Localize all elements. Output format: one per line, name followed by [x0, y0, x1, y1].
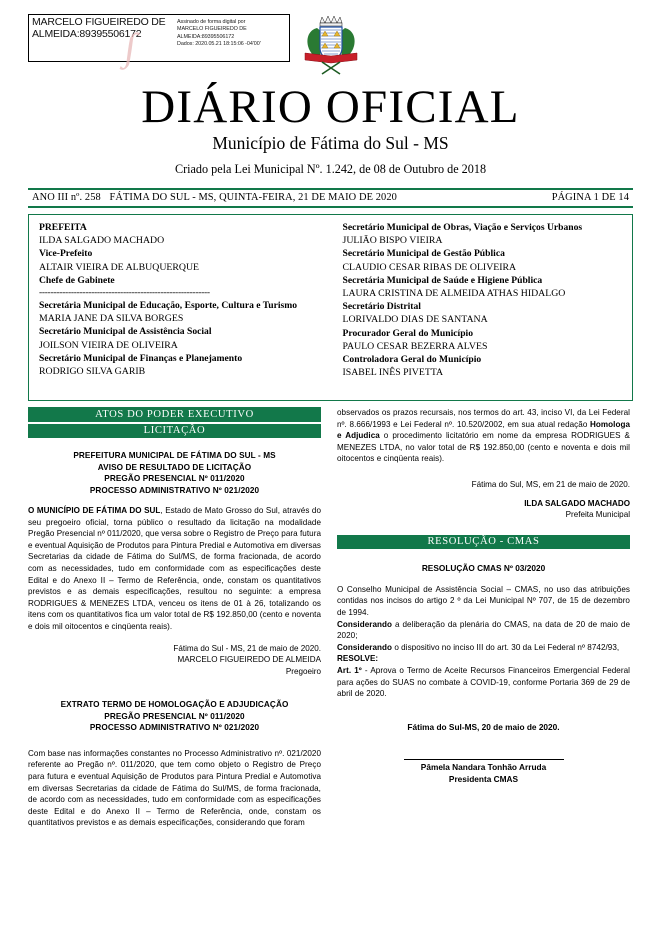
official-role: Secretária Municipal de Educação, Esporte, Cultura e Turismo: [39, 300, 298, 312]
signature-details: [174, 15, 289, 61]
column-left: [28, 407, 321, 829]
resolution-place-date: Fátima do Sul-MS, 20 de maio de 2020.: [407, 721, 560, 732]
edition-info-bar: [28, 188, 633, 208]
notice-body-aviso: [28, 505, 321, 633]
homologacao-signer-role: Prefeita Municipal: [565, 510, 630, 520]
extrato-heading-line-2: PREGÃO PRESENCIAL Nº 011/2020: [104, 711, 245, 721]
extrato-heading-line-1: EXTRATO TERMO DE HOMOLOGAÇÃO E ADJUDICAÇÃO: [60, 700, 289, 710]
article-1-label: Art. 1º: [337, 666, 362, 675]
officials-box: [28, 214, 633, 401]
notice-heading-line-2: AVISO DE RESULTADO DE LICITAÇÃO: [97, 462, 252, 472]
official-name: ALTAIR VIEIRA DE ALBUQUERQUE: [39, 261, 200, 273]
page-number: PÁGINA 1 DE 14: [551, 192, 629, 203]
considerando-1-label: Considerando: [337, 619, 393, 629]
notice-heading-line-3: PREGÃO PRESENCIAL Nº 011/2020: [104, 474, 245, 483]
official-name: JOILSON VIEIRA DE OLIVEIRA: [39, 339, 178, 351]
official-name: MARIA JANE DA SILVA BORGES: [39, 313, 184, 325]
considerando-2-label: Considerando: [337, 642, 393, 652]
signature-detail-line-1: Assinado de forma digital por: [177, 19, 246, 25]
notice-heading-extrato: [28, 699, 321, 734]
official-role: Secretário Distrital: [342, 301, 421, 313]
edition-city-date: FÁTIMA DO SUL - MS, QUINTA-FEIRA, 21 DE MAIO DE 2020: [109, 192, 397, 203]
resolution-title: RESOLUÇÃO CMAS Nº 03/2020: [421, 563, 546, 574]
continuation-paragraph: [337, 407, 630, 465]
signature-rule: [404, 759, 564, 760]
official-role: Controladora Geral do Município: [342, 354, 482, 366]
official-role: Secretária Municipal de Saúde e Higiene Pública: [342, 274, 543, 286]
official-name: RODRIGO SILVA GARIB: [39, 366, 146, 378]
extrato-heading-line-3: PROCESSO ADMINISTRATIVO Nº 021/2020: [89, 723, 260, 733]
officials-column-left: [29, 221, 331, 396]
signature-flourish-icon: ∫: [121, 23, 140, 70]
notice-heading-line-4: PROCESSO ADMINISTRATIVO Nº 021/2020: [89, 485, 260, 495]
official-role: Procurador Geral do Município: [342, 327, 473, 339]
official-name: PAULO CESAR BEZERRA ALVES: [342, 340, 488, 352]
digital-signature-stamp: [28, 14, 290, 70]
resolution-article-1: [337, 665, 630, 700]
notice-body-extrato: Com base nas informações constantes no Processo Administrativo nº. 021/2020 referente ao Pregão nº. 011/2020, que tem como objeto o Registro de Preço para futura e eventual Aquisição de Produtos para Pintura Predial e Automotiva em diversas Secretarias da cidade de Fátima do Sul/MS, de forma fracionada, de acordo com as necessidades, tudo em conformidade com as especificações deste Edital e do Anexo II – Termo de Referência, onde, constam os quantitativos previstos e as demais especificações, considerando que foram: [28, 748, 321, 828]
continuation-text-part-1: observados os prazos recursais, nos termos do art. 43, inciso VI, da Lei Federal nº. 8.666/1993 e Lei Federal nº. 10.520/2002, em sua atual redação: [337, 408, 630, 429]
signature-name: MARCELO FIGUEIREDO DE ALMEIDA:89395506172: [32, 16, 166, 40]
resolution-considerando-1: [337, 619, 630, 642]
official-name: LAURA CRISTINA DE ALMEIDA ATHAS HIDALGO: [342, 288, 566, 300]
notice-lead-phrase: O MUNICÍPIO DE FÁTIMA DO SUL: [28, 506, 161, 515]
considerando-1-text: a deliberação da plenária do CMAS, na data de 20 de maio de 2020;: [337, 619, 630, 641]
officials-separator: -----------------------------------------------------------: [39, 287, 210, 299]
notice-heading-aviso: [28, 450, 321, 496]
notice-signer-name: MARCELO FIGUEIREDO DE ALMEIDA: [177, 655, 321, 665]
content-columns: [28, 407, 633, 829]
resolution-intro: O Conselho Municipal de Assistência Social – CMAS, no uso das atribuições contidas nos incisos do artigo 2 º da Lei Municipal Nº 707, de 15 de dezembro de 1994.: [337, 584, 630, 618]
section-banner-atos-poder-executivo: ATOS DO PODER EXECUTIVO: [28, 407, 321, 422]
considerando-2-text: o dispositivo no inciso III do art. 30 da Lei Federal nº 8742/93,: [392, 642, 620, 652]
continuation-text-part-2: o procedimento licitatório em nome da empresa RODRIGUES & MENEZES LTDA, no valor total de R$ 192.850,00 (cento e noventa e dois mil oitocentos e cinqüenta reais).: [337, 431, 630, 464]
official-role: Secretário Municipal de Finanças e Planejamento: [39, 352, 243, 364]
signature-detail-line-4: Dados: 2020.05.21 18:15:06 -04'00': [177, 41, 261, 48]
column-right: [337, 407, 630, 829]
continuation-bold-phrase: Homologa e Adjudica: [337, 419, 630, 441]
homologacao-signer-name: ILDA SALGADO MACHADO: [524, 498, 630, 508]
section-banner-resolucao-cmas: RESOLUÇÃO - CMAS: [337, 535, 630, 550]
notice-signer-role: Pregoeiro: [285, 666, 321, 676]
official-name: CLAUDIO CESAR RIBAS DE OLIVEIRA: [342, 261, 517, 273]
official-name: LORIVALDO DIAS DE SANTANA: [342, 314, 488, 326]
resolution-signer-role: Presidenta CMAS: [448, 773, 519, 784]
masthead-law-reference: Criado pela Lei Municipal Nº. 1.242, de 08 de Outubro de 2018: [174, 162, 487, 176]
notice-place-date: Fátima do Sul - MS, 21 de maio de 2020.: [173, 643, 321, 653]
official-role: PREFEITA: [39, 222, 87, 233]
resolution-resolve-label: RESOLVE:: [337, 654, 379, 664]
edition-year-number: ANO III nº. 258: [32, 192, 101, 203]
official-role: Chefe de Gabinete: [39, 274, 115, 286]
official-role: Vice-Prefeito: [39, 248, 93, 260]
official-name: JULIÃO BISPO VIEIRA: [342, 235, 443, 247]
official-name: ILDA SALGADO MACHADO: [39, 235, 165, 247]
official-role: Secretário Municipal de Assistência Social: [39, 326, 212, 338]
resolution-considerando-2: [337, 642, 630, 654]
official-name: ISABEL INÊS PIVETTA: [342, 367, 444, 379]
official-role: Secretário Municipal de Obras, Viação e Serviços Urbanos: [342, 222, 583, 233]
masthead-subtitle: Município de Fátima do Sul - MS: [212, 133, 449, 153]
signature-detail-line-2: MARCELO FIGUEIREDO DE: [177, 26, 247, 33]
signature-detail-line-3: ALMEIDA:89395506172: [177, 33, 235, 40]
officials-column-right: [331, 221, 633, 396]
municipal-coat-of-arms-icon: [300, 12, 362, 78]
official-role: Secretário Municipal de Gestão Pública: [342, 248, 505, 260]
resolution-signer-name: Pâmela Nandara Tonhão Arruda: [420, 762, 547, 773]
article-1-text: - Aprova o Termo de Aceite Recursos Financeiros Emergencial Federal para ações do SUAS no combate à COVID-19, conforme Portaria 369 de 29 de abril de 2020.: [337, 666, 631, 699]
page-title: DIÁRIO OFICIAL: [141, 81, 520, 133]
notice-heading-line-1: PREFEITURA MUNICIPAL DE FÁTIMA DO SUL - MS: [73, 451, 276, 460]
notice-body-text: , Estado de Mato Grosso do Sul, através do seu pregoeiro oficial, torna público o resultado da licitação na modalidade Pregão Presencial nº 011/2020, que versa sobre o Registro de Preço para futura e eventual Aquisição de Produtos para Pintura Predial e Automotiva em diversas Secretarias da cidade de Fátima do Sul/MS, de forma fracionada, de acordo com as necessidades, tudo em conformidade com as especificações deste Edital e do Anexo II – Termo de Referência, onde, constam os quantitativos previstos e as demais especificações, resultou no seguinte: a empresa RODRIGUES & MENEZES LTDA, venceu os itens de 01 à 26, totalizando os itens com os quantitativos fica um valor total de R$ 192.850,00 (cento e noventa e dois mil oitocentos e cinqüenta reais).: [28, 506, 321, 631]
edition-info-left: [32, 192, 403, 203]
section-banner-licitacao: LICITAÇÃO: [28, 424, 321, 439]
homologacao-place-date: Fátima do Sul, MS, em 21 de maio de 2020.: [471, 479, 630, 489]
